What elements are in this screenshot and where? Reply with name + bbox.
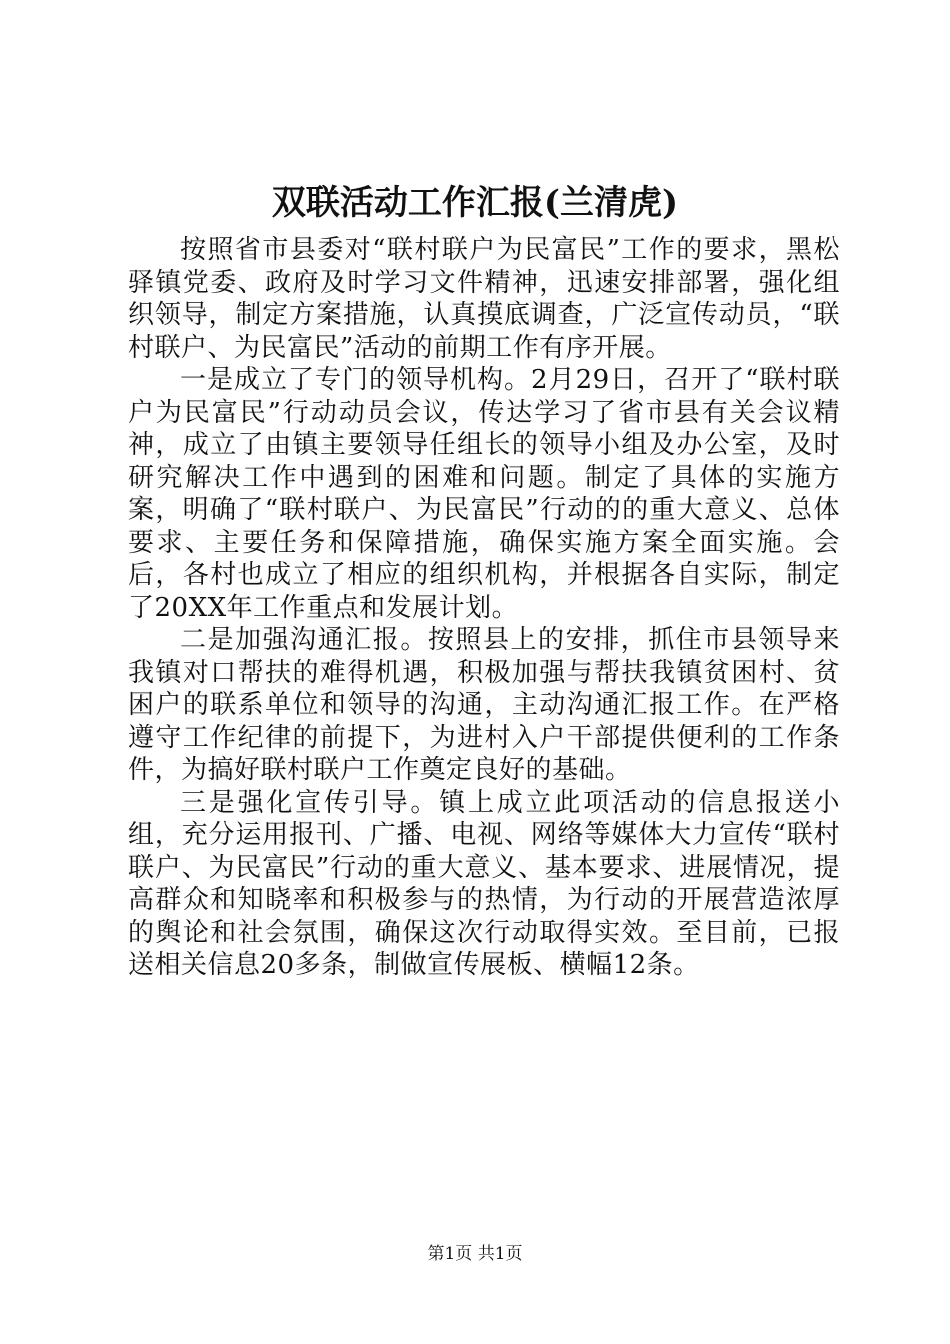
page-footer bbox=[0, 1243, 950, 1265]
page-number: 第1页 共1页 bbox=[427, 1244, 523, 1264]
paragraph-communication: 二是加强沟通汇报。按照县上的安排，抓住市县领导来我镇对口帮扶的难得机遇，积极加强与帮扶我镇贫困村、贫困户的联系单位和领导的沟通，主动沟通汇报工作。在严格遵守工作纪律的前提下，为进村入户干部提供便利的工作条件，为搞好联村联户工作奠定良好的基础。 bbox=[128, 625, 840, 785]
paragraph-intro: 按照省市县委对“联村联户为民富民”工作的要求，黑松驿镇党委、政府及时学习文件精神，迅速安排部署，强化组织领导，制定方案措施，认真摸底调查，广泛宣传动员，“联村联户、为民富民”活动的前期工作有序开展。 bbox=[128, 235, 840, 363]
paragraph-leadership: 一是成立了专门的领导机构。2月29日，召开了“联村联户为民富民”行动动员会议，传达学习了省市县有关会议精神，成立了由镇主要领导任组长的领导小组及办公室，及时研究解决工作中遇到的困难和问题。制定了具体的实施方案，明确了“联村联户、为民富民”行动的的重大意义、总体要求、主要任务和保障措施，确保实施方案全面实施。会后，各村也成立了相应的组织机构，并根据各自实际，制定了20XX年工作重点和发展计划。 bbox=[128, 365, 840, 623]
document-title: 双联活动工作汇报(兰清虎) bbox=[271, 183, 679, 223]
paragraph-publicity: 三是强化宣传引导。镇上成立此项活动的信息报送小组，充分运用报刊、广播、电视、网络等媒体大力宣传“联村联户、为民富民”行动的重大意义、基本要求、进展情况，提高群众和知晓率和积极参与的热情，为行动的开展营造浓厚的舆论和社会氛围，确保这次行动取得实效。至目前，已报送相关信息20多条，制做宣传展板、横幅12条。 bbox=[128, 787, 840, 980]
document-body bbox=[128, 234, 840, 982]
